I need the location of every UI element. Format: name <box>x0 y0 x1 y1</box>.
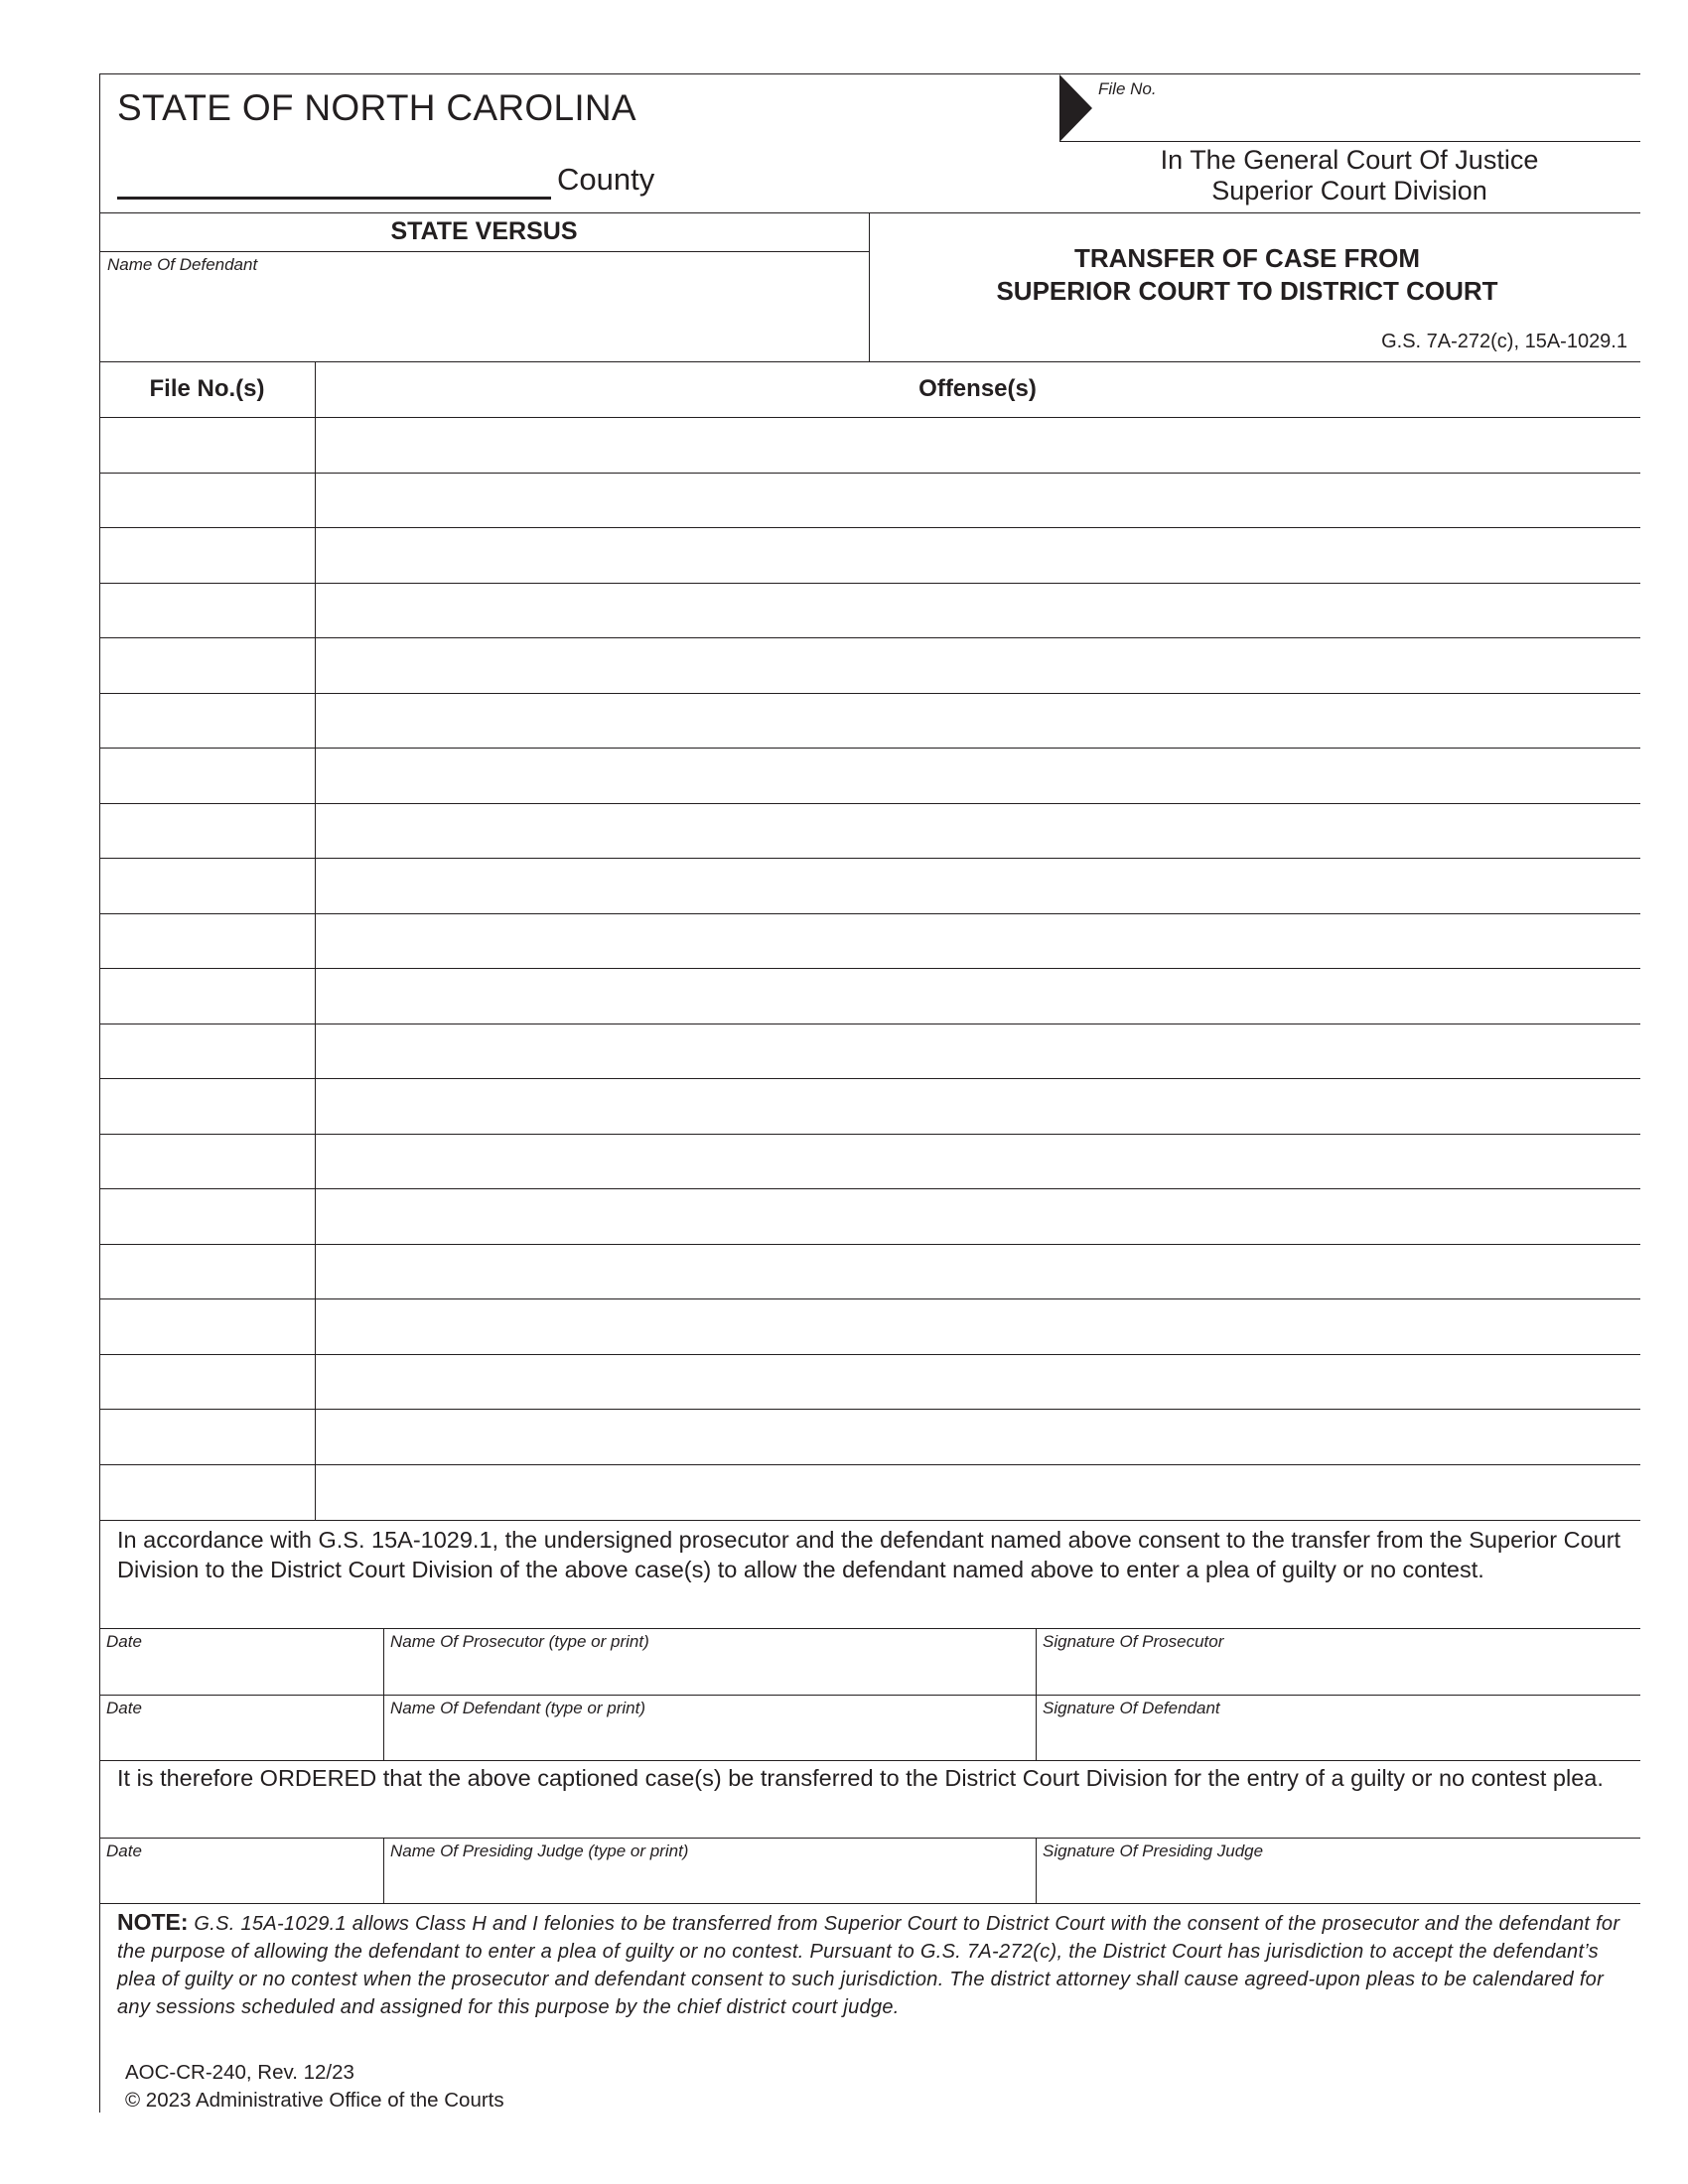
form-title-line-2: SUPERIOR COURT TO DISTRICT COURT <box>996 276 1498 306</box>
judge-signature-label: Signature Of Presiding Judge <box>1043 1842 1264 1860</box>
prosecutor-name-field[interactable] <box>384 1629 1036 1695</box>
statute-reference: G.S. 7A-272(c), 15A-1029.1 <box>1381 331 1627 352</box>
copyright: © 2023 Administrative Office of the Courts <box>125 2089 504 2112</box>
note-text: G.S. 15A-1029.1 allows Class H and I felonies to be transferred from Superior Court to District Court with the consent of the prosecutor and the defendant for the purpose of allowing the defendant to enter a plea of guilty or no contest. Pursuant to G.S. 7A-272(c), the District Court has jurisdiction to accept the defendant’s plea of guilty or no contest when the prosecutor and defendant consent to such jurisdiction. The district attorney shall cause agreed-upon pleas to be calendared for any sessions scheduled and assigned for this purpose by the chief district court judge. <box>117 1913 1620 2018</box>
table-row <box>99 418 1640 474</box>
defendant-name-print-field[interactable] <box>384 1696 1036 1760</box>
judge-date-field[interactable] <box>100 1839 383 1903</box>
table-row <box>99 1410 1640 1465</box>
table-row <box>99 749 1640 804</box>
county-label: County <box>557 162 655 197</box>
state-title: STATE OF NORTH CAROLINA <box>117 87 636 128</box>
table-row <box>99 1189 1640 1245</box>
file-no-label: File No. <box>1098 79 1157 98</box>
judge-signature-field[interactable] <box>1037 1839 1640 1903</box>
table-row <box>99 528 1640 584</box>
table-row <box>99 638 1640 694</box>
offense-table <box>99 361 1640 1521</box>
prosecutor-signature-label: Signature Of Prosecutor <box>1043 1632 1224 1651</box>
table-row <box>99 1465 1640 1521</box>
table-row <box>99 1299 1640 1355</box>
note-label: NOTE: <box>117 1909 189 1935</box>
form-title-line-1: TRANSFER OF CASE FROM <box>1073 243 1421 273</box>
prosecutor-date-label: Date <box>106 1632 142 1651</box>
form-title <box>870 242 1624 308</box>
table-row <box>99 694 1640 750</box>
column-header-offense: Offense(s) <box>918 375 1037 402</box>
form-id: AOC-CR-240, Rev. 12/23 <box>125 2061 354 2084</box>
table-header <box>99 361 1640 418</box>
judge-name-field[interactable] <box>384 1839 1036 1903</box>
table-row <box>99 1135 1640 1190</box>
table-row <box>99 1079 1640 1135</box>
defendant-name-field[interactable] <box>100 252 869 361</box>
prosecutor-signature-field[interactable] <box>1037 1629 1640 1695</box>
table-row <box>99 1245 1640 1300</box>
defendant-date-label: Date <box>106 1699 142 1717</box>
note-block <box>117 1908 1626 2021</box>
defendant-name-label: Name Of Defendant <box>107 255 258 274</box>
table-row <box>99 1355 1640 1411</box>
table-row <box>99 1024 1640 1080</box>
judge-date-label: Date <box>106 1842 142 1860</box>
table-row <box>99 914 1640 970</box>
defendant-signature-label: Signature Of Defendant <box>1043 1699 1220 1717</box>
table-row <box>99 584 1640 639</box>
defendant-date-field[interactable] <box>100 1696 383 1760</box>
state-versus-heading: STATE VERSUS <box>390 217 578 245</box>
table-row <box>99 969 1640 1024</box>
county-field[interactable] <box>117 159 551 200</box>
footer <box>125 2059 504 2115</box>
judge-name-label: Name Of Presiding Judge (type or print) <box>390 1842 689 1860</box>
table-row <box>99 474 1640 529</box>
prosecutor-date-field[interactable] <box>100 1629 383 1695</box>
table-row <box>99 859 1640 914</box>
file-no-field[interactable] <box>1059 74 1640 141</box>
column-header-file-no: File No.(s) <box>149 375 265 402</box>
order-statement: It is therefore ORDERED that the above captioned case(s) be transferred to the District Court Division for the entry of a guilty or no contest plea. <box>117 1765 1604 1791</box>
defendant-name-print-label: Name Of Defendant (type or print) <box>390 1699 646 1717</box>
defendant-signature-field[interactable] <box>1037 1696 1640 1760</box>
court-line-1: In The General Court Of Justice <box>1160 145 1539 175</box>
table-row <box>99 804 1640 860</box>
prosecutor-name-label: Name Of Prosecutor (type or print) <box>390 1632 649 1651</box>
arrow-marker-icon <box>1059 74 1093 142</box>
court-line-2: Superior Court Division <box>1211 176 1487 205</box>
court-name <box>1058 145 1640 206</box>
consent-statement: In accordance with G.S. 15A-1029.1, the undersigned prosecutor and the defendant named above consent to the transfer from the Superior Court Division to the District Court Division of the above case(s) to allow the defendant named above to enter a plea of guilty or no contest. <box>117 1527 1621 1582</box>
